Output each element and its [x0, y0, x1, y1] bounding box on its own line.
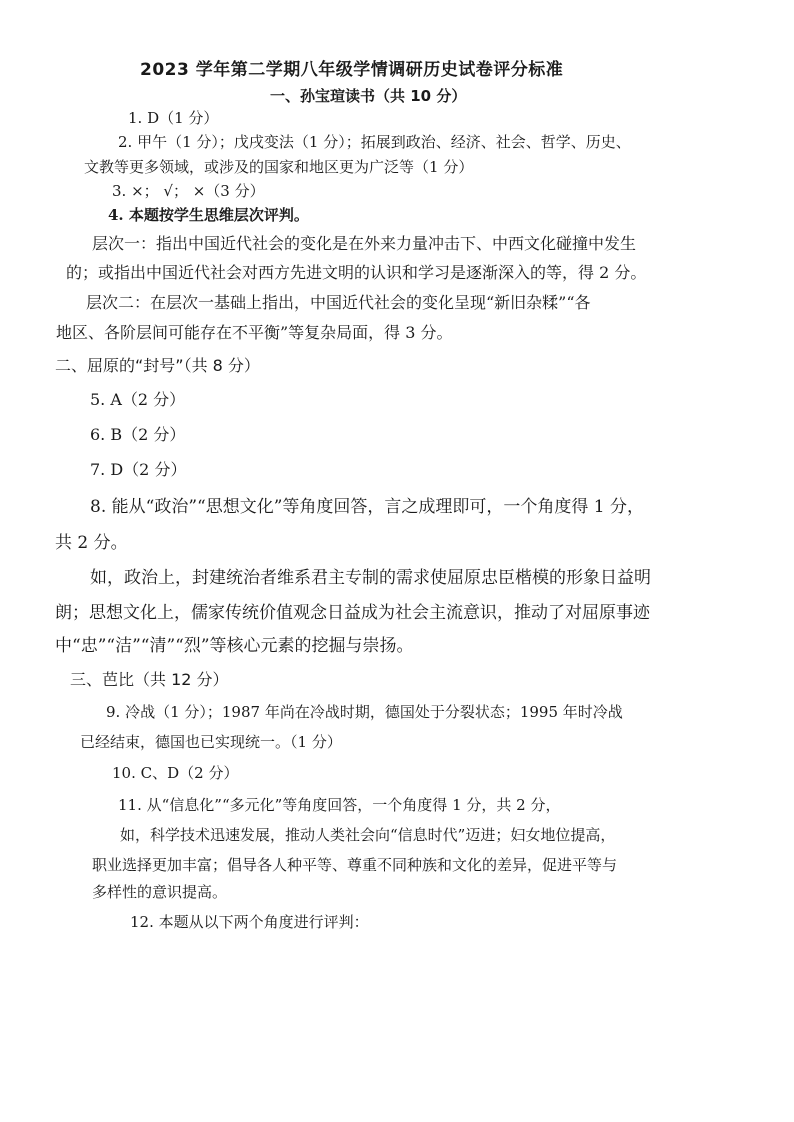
answer-q3: 3. ×； √； ×（3 分） [112, 182, 265, 200]
answer-q4: 4. 本题按学生思维层次评判。 [108, 206, 309, 224]
answer-q8-example-line1: 如，政治上，封建统治者维系君主专制的需求使屈原忠臣楷模的形象日益明 [90, 568, 651, 588]
answer-q4-level1-line2: 的；或指出中国近代社会对西方先进文明的认识和学习是逐渐深入的等，得 2 分。 [66, 263, 647, 282]
document-title: 2023 学年第二学期八年级学情调研历史试卷评分标准 [140, 60, 564, 80]
answer-q1: 1. D（1 分） [128, 109, 219, 127]
answer-q9-line2: 已经结束，德国也已实现统一。（1 分） [80, 733, 342, 751]
answer-q5: 5. A（2 分） [90, 390, 186, 409]
answer-q6: 6. B（2 分） [90, 425, 186, 444]
section2-heading: 二、屈原的“封号”（共 8 分） [55, 356, 260, 375]
answer-q12: 12. 本题从以下两个角度进行评判： [130, 913, 369, 931]
answer-q4-level2-line1: 层次二：在层次一基础上指出，中国近代社会的变化呈现“新旧杂糅”“各 [86, 293, 591, 312]
answer-q2-line2: 文教等更多领域，或涉及的国家和地区更为广泛等（1 分） [84, 158, 474, 176]
answer-q11-example-line3: 多样性的意识提高。 [92, 883, 228, 901]
answer-q8-line2: 共 2 分。 [55, 533, 128, 553]
answer-q11-example-line2: 职业选择更加丰富；倡导各人种平等、尊重不同种族和文化的差异，促进平等与 [92, 856, 618, 874]
answer-q7: 7. D（2 分） [90, 460, 187, 479]
section1-heading: 一、孙宝瑄读书（共 10 分） [270, 87, 467, 105]
answer-q9-line1: 9. 冷战（1 分）；1987 年尚在冷战时期，德国处于分裂状态；1995 年时冷战 [106, 703, 623, 721]
answer-q4-level1-line1: 层次一：指出中国近代社会的变化是在外来力量冲击下、中西文化碰撞中发生 [92, 234, 637, 253]
answer-q8-line1: 8. 能从“政治”“思想文化”等角度回答，言之成理即可，一个角度得 1 分， [90, 497, 645, 517]
answer-q4-level2-line2: 地区、各阶层间可能存在不平衡”等复杂局面，得 3 分。 [56, 323, 453, 342]
answer-q8-example-line3: 中“忠”“洁”“清”“烈”等核心元素的挖掘与崇扬。 [55, 636, 414, 656]
answer-q11-example-line1: 如，科学技术迅速发展，推动人类社会向“信息时代”迈进；妇女地位提高， [120, 826, 616, 844]
section3-heading: 三、芭比（共 12 分） [70, 670, 229, 689]
answer-q2-line1: 2. 甲午（1 分）；戊戌变法（1 分）；拓展到政治、经济、社会、哲学、历史、 [118, 133, 631, 151]
answer-q8-example-line2: 朗；思想文化上，儒家传统价值观念日益成为社会主流意识，推动了对屈原事迹 [55, 603, 650, 623]
answer-q10: 10. C、D（2 分） [112, 764, 239, 782]
answer-q11-line1: 11. 从“信息化”“多元化”等角度回答，一个角度得 1 分，共 2 分， [118, 796, 561, 814]
